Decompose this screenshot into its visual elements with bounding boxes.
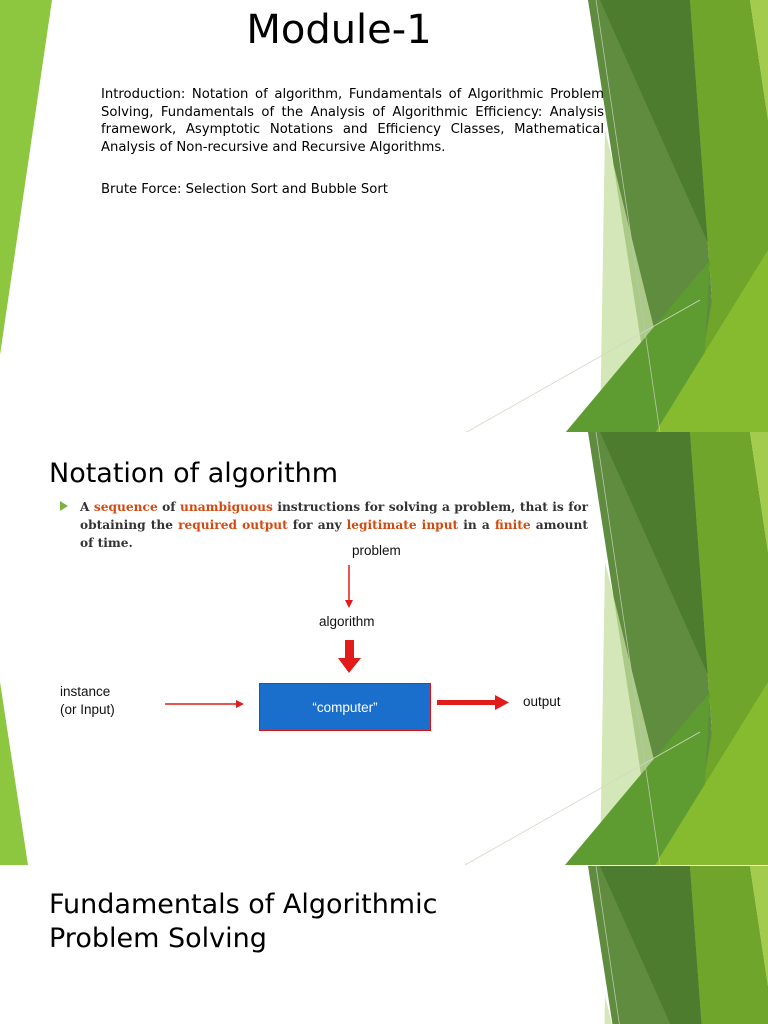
slide-fundamentals [0,866,768,1024]
slide-module-1 [0,0,768,432]
section-title [49,888,437,956]
diagram-label-input: (or Input) [60,702,115,717]
arrow-head [345,600,353,608]
arrow-algorithm-to-computer [345,640,354,659]
highlight-term: legitimate input [346,518,459,532]
slide-notation-of-algorithm [0,432,768,865]
computer-label: “computer” [312,699,378,715]
computer-box [259,683,431,731]
definition-text: instructions for solving a problem, that is for obtaining the [80,500,589,532]
arrow-head [495,695,509,710]
highlight-term: required output [178,518,288,532]
definition-text: in a [458,518,495,532]
brute-force-text: Brute Force: Selection Sort and Bubble Sort [101,182,388,197]
highlight-term: finite [494,518,531,532]
definition-text: for any [287,518,347,532]
green-decoration [0,0,768,432]
definition-text: amount of time. [80,518,588,550]
arrow-head [236,700,244,708]
diagram-label-output: output [523,694,561,709]
title-line: Fundamentals of Algorithmic [49,889,438,920]
definition-text: A [80,500,94,514]
definition-text: of [157,500,180,514]
module-contents-text: Introduction: Notation of algorithm, Fundamentals of Algorithmic Problem Solving, Fundamentals of the Analysis of Algorithmic Efficiency: Analysis framework, Asymptotic Notations and Efficiency Classes, Mathematical Analysis of Non-recursive and Recursive Algorithms. [101,87,604,155]
title-line: Problem Solving [49,923,267,954]
arrow-computer-to-output [437,700,497,705]
page-title: Module-1 [246,7,432,53]
diagram-label-instance: instance [60,684,111,699]
diagram-label-algorithm: algorithm [319,614,375,629]
section-title: Notation of algorithm [49,458,339,489]
highlight-term: unambiguous [179,500,273,514]
algorithm-diagram-arrows [0,432,768,865]
arrow-head [338,658,361,673]
diagram-label-problem: problem [352,543,401,558]
highlight-term: sequence [93,500,158,514]
